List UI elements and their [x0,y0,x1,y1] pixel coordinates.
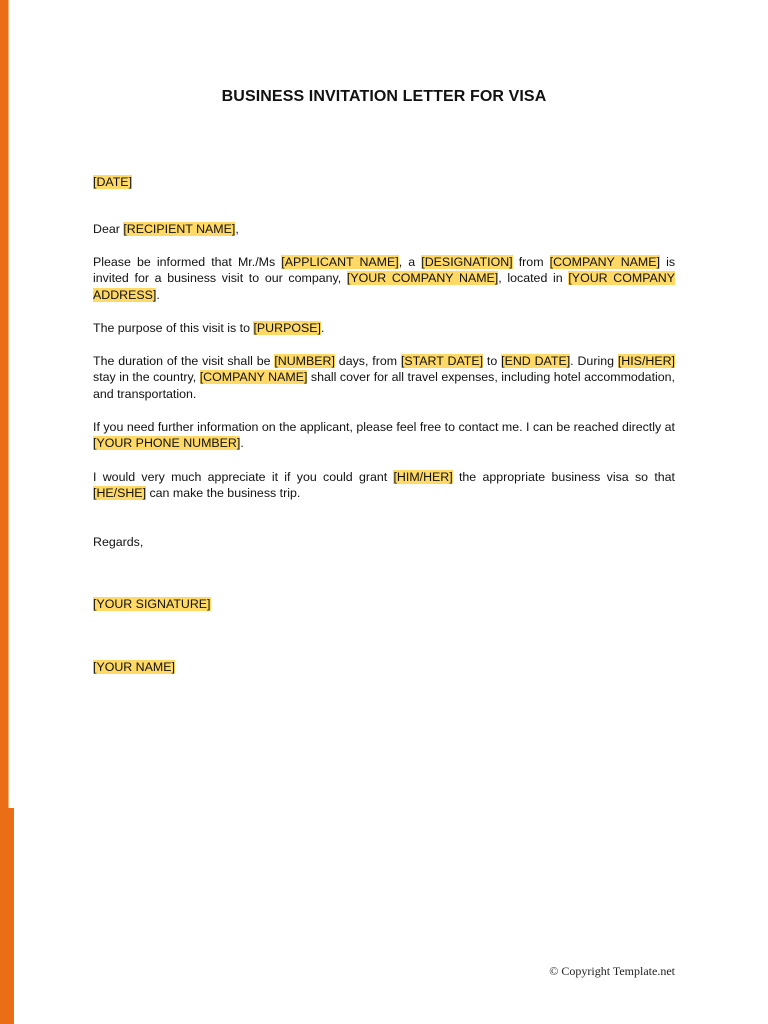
signature-line [93,596,675,612]
date-placeholder: [DATE] [93,175,133,189]
accent-bar-bottom [0,808,14,1024]
start-date-placeholder: [START DATE] [400,354,484,368]
your-company-placeholder: [YOUR COMPANY NAME] [346,271,499,286]
letter-title: BUSINESS INVITATION LETTER FOR VISA [221,88,547,105]
end-date-placeholder: [END DATE] [501,354,571,368]
copyright-footer: © Copyright Template.net [549,964,675,978]
purpose-placeholder: [PURPOSE] [253,321,321,335]
his-her-placeholder: [HIS/HER] [617,354,675,368]
accent-bar-top [0,0,8,808]
designation-placeholder: [DESIGNATION] [421,255,513,269]
paragraph-duration: The duration of the visit shall be [NUMBER] days, from [START DATE] to [END DATE]. During [HIS/HER] stay in the country, [COMPANY NAME] shall cover for all travel expenses, including hotel accommodation, and transportation. [93,354,675,401]
he-she-placeholder: [HE/SHE] [93,486,147,501]
number-placeholder: [NUMBER] [274,354,335,368]
closing: Regards, [93,535,144,549]
recipient-placeholder: [RECIPIENT NAME] [123,222,236,236]
name-line [93,659,675,675]
your-address-placeholder: [YOUR COMPANY ADDRESS] [93,271,676,302]
company-placeholder-2: [COMPANY NAME] [199,370,308,385]
paragraph-contact: If you need further information on the applicant, please feel free to contact me. I can be reached directly at [YOUR PHONE NUMBER]. [93,420,675,451]
date-line [93,174,675,190]
accent-bar-edge [8,0,9,808]
him-her-placeholder: [HIM/HER] [393,470,453,484]
paragraph-purpose: The purpose of this visit is to [PURPOSE]. [93,321,325,335]
company-placeholder: [COMPANY NAME] [549,255,660,269]
signature-placeholder: [YOUR SIGNATURE] [93,597,211,611]
applicant-placeholder: [APPLICANT NAME] [281,255,399,269]
name-placeholder: [YOUR NAME] [93,660,175,674]
salutation: Dear [RECIPIENT NAME], [93,222,239,236]
paragraph-request: I would very much appreciate it if you could grant [HIM/HER] the appropriate business visa so that [HE/SHE] can make the business trip. [93,470,676,501]
paragraph-invitation: Please be informed that Mr./Ms [APPLICANT NAME], a [DESIGNATION] from [COMPANY NAME] is invited for a business visit to our company, [YOUR COMPANY NAME], located in [YOUR COMPANY ADDRESS]. [93,255,676,302]
phone-placeholder: [YOUR PHONE NUMBER] [93,436,241,451]
